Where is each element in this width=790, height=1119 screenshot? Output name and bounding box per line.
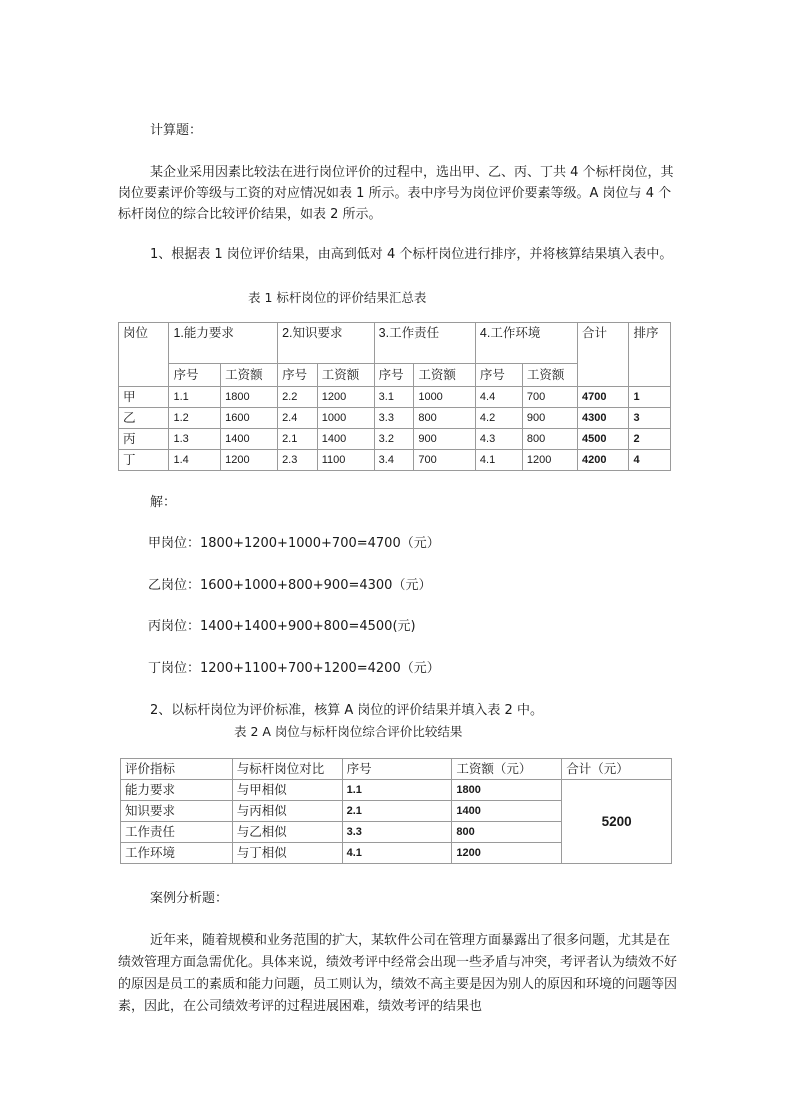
cell: 4.2: [475, 408, 522, 429]
table-row: [121, 780, 672, 801]
table1: [118, 322, 671, 471]
cell: 1.2: [169, 408, 221, 429]
cell: 与甲相似: [232, 780, 342, 801]
cell: 1.4: [169, 450, 221, 471]
table1-header: 2.知识要求: [278, 323, 375, 364]
cell: 3.1: [374, 387, 414, 408]
cell: 与丙相似: [232, 801, 342, 822]
calc-line: 丙岗位：1400+1400+900+800=4500(元): [148, 619, 416, 634]
cell: 1400: [317, 429, 374, 450]
table2-header: 与标杆岗位对比: [232, 759, 342, 780]
cell: 1000: [317, 408, 374, 429]
cell: 1400: [221, 429, 278, 450]
cell: 2.1: [342, 801, 452, 822]
table1-header: 合计: [578, 323, 629, 387]
table1-subheader: 工资额: [522, 364, 577, 387]
rank-cell: 1: [629, 387, 671, 408]
table2-caption: 表 2 A 岗位与标杆岗位综合评价比较结果: [234, 724, 463, 739]
cell: 900: [414, 429, 476, 450]
total-cell: 5200: [562, 780, 672, 864]
cell: 1800: [221, 387, 278, 408]
cell: 3.3: [374, 408, 414, 429]
cell: 1.3: [169, 429, 221, 450]
cell: 1200: [221, 450, 278, 471]
cell: 2.3: [278, 450, 318, 471]
cell: 1200: [317, 387, 374, 408]
cell: 1.1: [169, 387, 221, 408]
table-row: [119, 429, 671, 450]
cell: 能力要求: [121, 780, 233, 801]
cell: 4.4: [475, 387, 522, 408]
cell: 3.4: [374, 450, 414, 471]
cell: 1800: [452, 780, 562, 801]
table1-subheader: 序号: [374, 364, 414, 387]
cell: 3.3: [342, 822, 452, 843]
total-cell: 4200: [578, 450, 629, 471]
calc-line: 甲岗位：1800+1200+1000+700=4700（元）: [148, 536, 440, 551]
cell: 1200: [452, 843, 562, 864]
cell: 3.2: [374, 429, 414, 450]
cell: 工作环境: [121, 843, 233, 864]
cell: 800: [414, 408, 476, 429]
heading-calc: 计算题：: [150, 123, 203, 138]
table2-header: 评价指标: [121, 759, 233, 780]
cell: 2.1: [278, 429, 318, 450]
cell: 700: [522, 387, 577, 408]
calc-line: 丁岗位：1200+1100+700+1200=4200（元）: [148, 661, 440, 676]
cell: 与丁相似: [232, 843, 342, 864]
cell: 800: [452, 822, 562, 843]
rank-cell: 4: [629, 450, 671, 471]
table1-subheader: 序号: [169, 364, 221, 387]
cell: 1200: [522, 450, 577, 471]
table1-subheader: 序号: [475, 364, 522, 387]
intro-paragraph: 某企业采用因素比较法在进行岗位评价的过程中，选出甲、乙、丙、丁共 4 个标杆岗位，其岗位要素评价等级与工资的对应情况如表 1 所示。表中序号为岗位评价要素等级。A 岗位与 4 个标杆岗位的综合比较评价结果，如表 2 所示。: [118, 165, 674, 222]
cell: 工作责任: [121, 822, 233, 843]
table1-subheader: 序号: [278, 364, 318, 387]
cell: 2.2: [278, 387, 318, 408]
table1-header: 岗位: [119, 323, 169, 387]
cell: 1000: [414, 387, 476, 408]
cell: 2.4: [278, 408, 318, 429]
question-1: 1、根据表 1 岗位评价结果，由高到低对 4 个标杆岗位进行排序，并将核算结果填入表中。: [150, 247, 673, 262]
cell: 800: [522, 429, 577, 450]
table2-header: 工资额（元）: [452, 759, 562, 780]
heading-case: 案例分析题：: [150, 891, 229, 906]
rank-cell: 3: [629, 408, 671, 429]
table-row: [119, 408, 671, 429]
post-cell: 乙: [119, 408, 169, 429]
question-2: 2、以标杆岗位为评价标准，核算 A 岗位的评价结果并填入表 2 中。: [150, 703, 543, 718]
cell: 700: [414, 450, 476, 471]
cell: 与乙相似: [232, 822, 342, 843]
cell: 1600: [221, 408, 278, 429]
table1-header: 4.工作环境: [475, 323, 577, 364]
cell: 4.3: [475, 429, 522, 450]
cell: 900: [522, 408, 577, 429]
post-cell: 丙: [119, 429, 169, 450]
total-cell: 4500: [578, 429, 629, 450]
table-row: [119, 387, 671, 408]
total-cell: 4300: [578, 408, 629, 429]
table1-caption: 表 1 标杆岗位的评价结果汇总表: [248, 290, 427, 305]
table1-subheader: 工资额: [414, 364, 476, 387]
table1-header: 1.能力要求: [169, 323, 278, 364]
post-cell: 丁: [119, 450, 169, 471]
cell: 1400: [452, 801, 562, 822]
solution-label: 解：: [150, 495, 177, 510]
table1-subheader: 工资额: [317, 364, 374, 387]
case-paragraph: 近年来，随着规模和业务范围的扩大，某软件公司在管理方面暴露出了很多问题，尤其是在绩效管理方面急需优化。具体来说，绩效考评中经常会出现一些矛盾与冲突，考评者认为绩效不好的原因是员工的素质和能力问题，员工则认为，绩效不高主要是因为别人的原因和环境的问题等因素，因此，在公司绩效考评的过程进展困难，绩效考评的结果也: [118, 933, 678, 1014]
table1-header: 排序: [629, 323, 671, 387]
post-cell: 甲: [119, 387, 169, 408]
total-cell: 4700: [578, 387, 629, 408]
cell: 1.1: [342, 780, 452, 801]
table2: [120, 758, 672, 864]
cell: 知识要求: [121, 801, 233, 822]
cell: 4.1: [475, 450, 522, 471]
table-row: [119, 450, 671, 471]
table2-header: 序号: [342, 759, 452, 780]
rank-cell: 2: [629, 429, 671, 450]
cell: 4.1: [342, 843, 452, 864]
cell: 1100: [317, 450, 374, 471]
table1-subheader: 工资额: [221, 364, 278, 387]
table2-header: 合计（元）: [562, 759, 672, 780]
table1-header: 3.工作责任: [374, 323, 475, 364]
calc-line: 乙岗位：1600+1000+800+900=4300（元）: [148, 578, 432, 593]
